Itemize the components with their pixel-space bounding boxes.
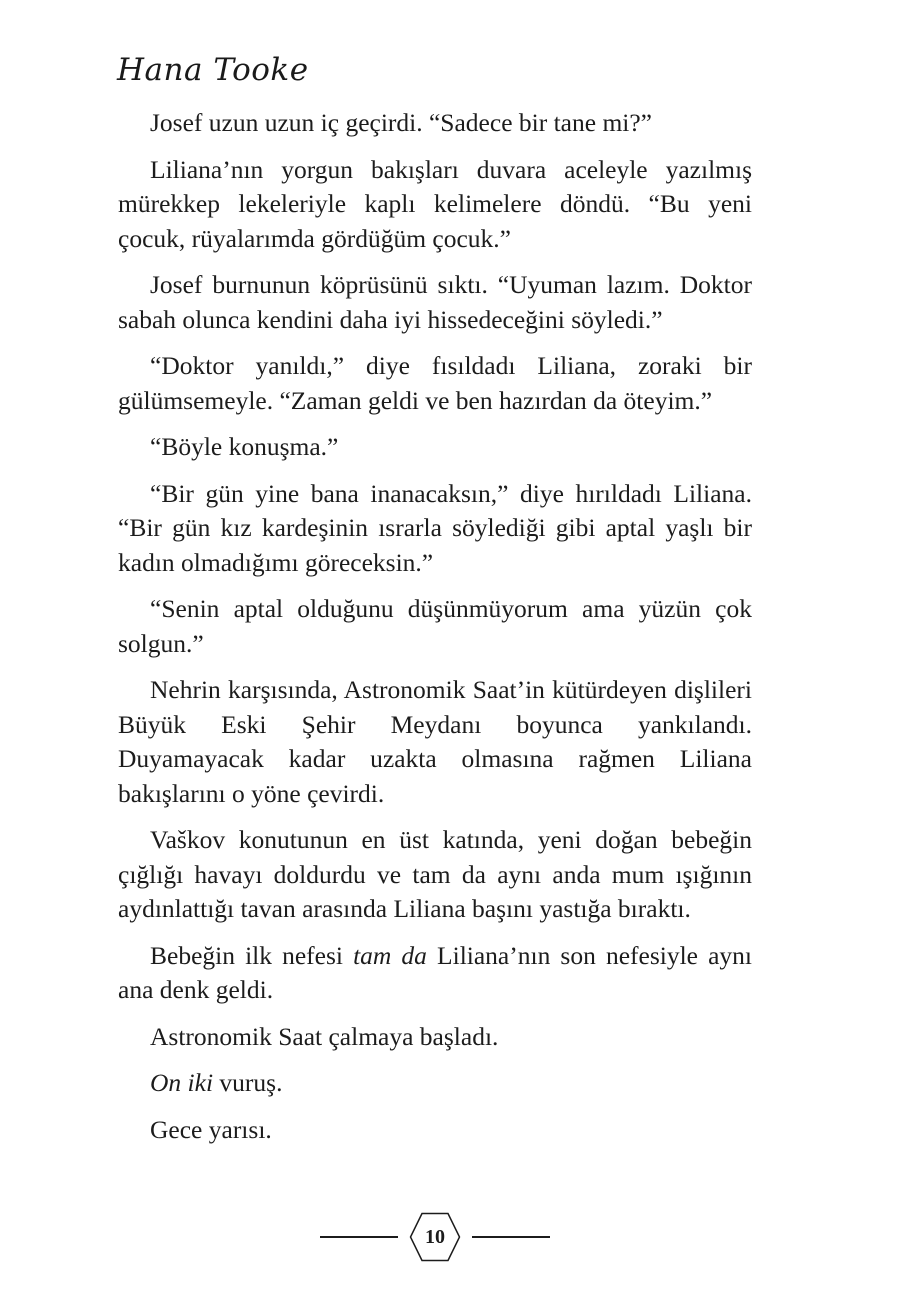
- paragraph-text: Liliana’nın son nefesiyle aynı ana denk geldi.: [118, 940, 752, 1004]
- closing-line: Gece yarısı.: [150, 1114, 272, 1144]
- paragraph: “Senin aptal olduğunu düşünmüyorum ama yüzün çok solgun.”: [118, 594, 752, 658]
- paragraph-text: Bebeğin ilk nefesi: [150, 940, 354, 970]
- divider-right: [472, 1236, 550, 1238]
- running-head-author: Hana Tooke: [117, 52, 309, 88]
- closing-line: Astronomik Saat çalmaya başladı.: [150, 1021, 499, 1051]
- closing-text: vuruş.: [213, 1068, 283, 1097]
- page-number-ornament: [320, 1212, 550, 1262]
- paragraph: Vaškov konutunun en üst katında, yeni doğan bebeğin çığlığı havayı doldurdu ve tam da aynı anda mum ışığının aydınlattığı tavan arasında Liliana başını yastığa bıraktı.: [118, 825, 752, 923]
- body-text: [118, 106, 752, 1159]
- paragraph: “Doktor yanıldı,” diye fısıldadı Liliana, zoraki bir gülümsemeyle. “Zaman geldi ve ben hazırdan da öteyim.”: [118, 351, 752, 415]
- paragraph: Josef burnunun köprüsünü sıktı. “Uyuman lazım. Doktor sabah olunca kendini daha iyi hissedeceğini söyledi.”: [118, 270, 752, 334]
- paragraph: “Böyle konuşma.”: [150, 432, 339, 461]
- paragraph: Josef uzun uzun iç geçirdi. “Sadece bir tane mi?”: [150, 108, 652, 137]
- divider-left: [320, 1236, 398, 1238]
- italic-phrase: On iki: [150, 1068, 214, 1097]
- paragraph: Liliana’nın yorgun bakışları duvara aceleyle yazılmış mürekkep lekeleriyle kaplı kelimelere döndü. “Bu yeni çocuk, rüyalarımda gördüğüm çocuk.”: [118, 154, 752, 253]
- paragraph-with-italic: [118, 939, 752, 1008]
- paragraph: “Bir gün yine bana inanacaksın,” diye hırıldadı Liliana. “Bir gün kız kardeşinin ısrarla söylediği gibi aptal yaşlı bir kadın olmadığımı göreceksin.”: [118, 478, 752, 577]
- closing-line: [118, 1066, 752, 1101]
- paragraph: Nehrin karşısında, Astronomik Saat’in kütürdeyen dişlileri Büyük Eski Şehir Meydanı boyunca yankılandı. Duyamayacak kadar uzakta olmasına rağmen Liliana bakışlarını o yöne çevirdi.: [118, 675, 752, 808]
- page-number: 10: [425, 1226, 445, 1248]
- italic-phrase: tam da: [353, 940, 427, 970]
